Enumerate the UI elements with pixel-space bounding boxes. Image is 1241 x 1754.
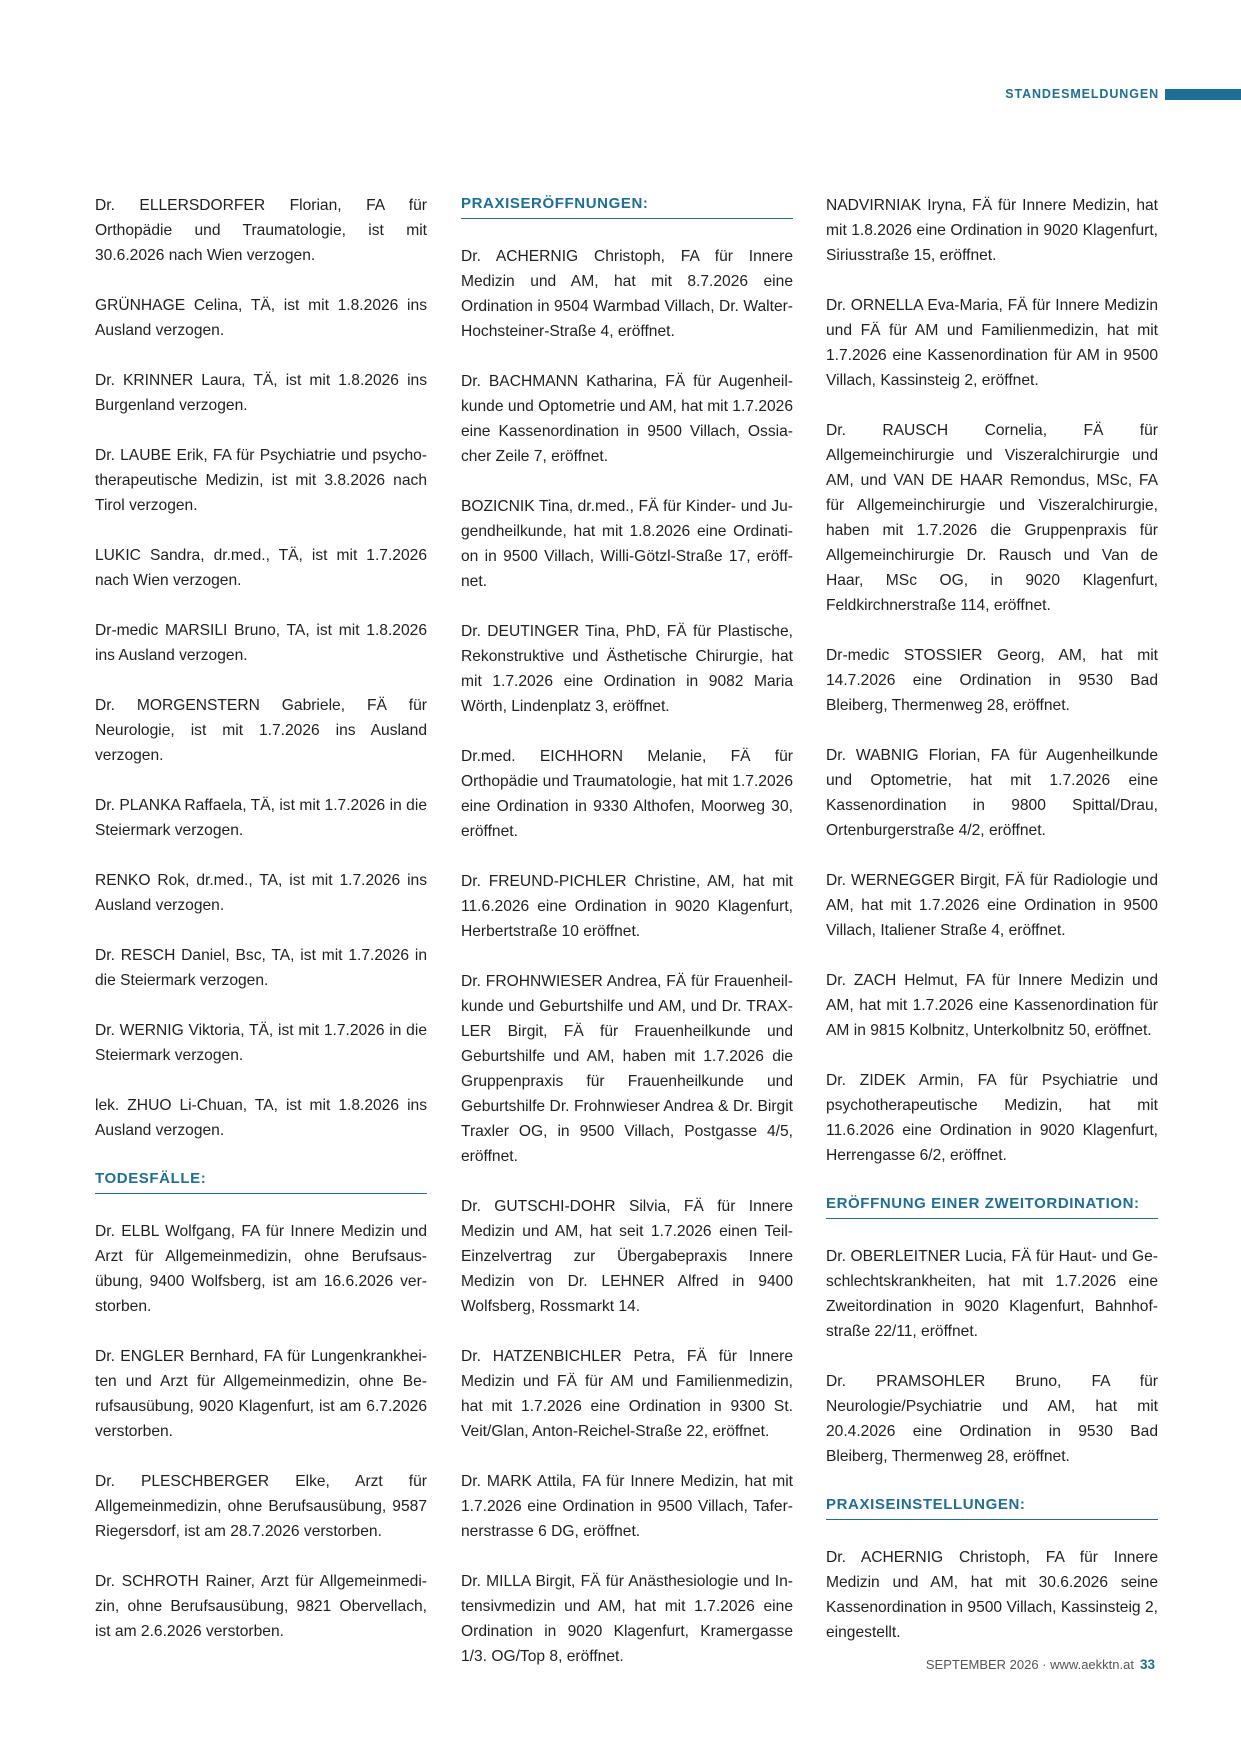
page-footer (926, 1656, 1155, 1674)
list-item: Dr. HATZENBICHLER Petra, FÄ für Innere Medizin und FÄ für AM und Familienmedizin, hat mit 1.7.2026 eine Ordination in 9300 St. Veit/Glan, Anton-Reichel-Straße 22, eröffnet. (461, 1348, 793, 1440)
list-item: RENKO Rok, dr.med., TA, ist mit 1.7.2026 ins Ausland verzogen. (95, 872, 427, 914)
list-item: BOZICNIK Tina, dr.med., FÄ für Kinder- und Jugendheilkunde, hat mit 1.8.2026 eine Ordination in 9500 Villach, Willi-Götzl-Straße 17, eröffnet. (461, 498, 793, 590)
issue-info: SEPTEMBER 2026 · www.aekktn.at (925, 1657, 1134, 1672)
list-item: GRÜNHAGE Celina, TÄ, ist mit 1.8.2026 ins Ausland verzogen. (95, 297, 427, 339)
list-item: Dr.med. EICHHORN Melanie, FÄ für Orthopädie und Traumatologie, hat mit 1.7.2026 eine Ordination in 9330 Althofen, Moorweg 30, eröffnet. (461, 748, 793, 840)
list-item: Dr. FROHNWIESER Andrea, FÄ für Frauenheilkunde und Geburtshilfe und AM, und Dr. TRAXLER Birgit, FÄ für Frauenheilkunde und Geburtshilfe und AM, haben mit 1.7.2026 die Gruppenpraxis für Frauenheilkunde und Geburtshilfe Dr. Frohnwieser Andrea & Dr. Birgit Traxler OG, in 9500 Villach, Postgasse 4/5, eröffnet. (461, 973, 793, 1165)
heading-praxiseinstellungen: PRAXISEINSTELLUNGEN: (826, 1494, 1158, 1520)
list-item: Dr-medic MARSILI Bruno, TA, ist mit 1.8.2026 ins Ausland verzogen. (95, 622, 427, 664)
list-item: Dr. DEUTINGER Tina, PhD, FÄ für Plastische, Rekonstruktive und Ästhetische Chirurgie, hat mit 1.7.2026 eine Ordination in 9082 Maria Wörth, Lindenplatz 3, eröffnet. (461, 623, 793, 715)
list-item: Dr. FREUND-PICHLER Christine, AM, hat mit 11.6.2026 eine Ordination in 9020 Klagenfurt, Herbertstraße 10 eröffnet. (461, 873, 793, 940)
list-item: Dr. ORNELLA Eva-Maria, FÄ für Innere Medizin und FÄ für AM und Familienmedizin, hat mit 1.7.2026 eine Kassenordination für AM in 9500 Villach, Kassinsteig 2, eröffnet. (826, 297, 1158, 389)
list-item: Dr. ZIDEK Armin, FA für Psychiatrie und psychotherapeutische Medizin, hat mit 11.6.2026 eine Ordination in 9020 Klagenfurt, Herrengasse 6/2, eröffnet. (826, 1072, 1158, 1164)
list-item: NADVIRNIAK Iryna, FÄ für Innere Medizin, hat mit 1.8.2026 eine Ordination in 9020 Klagenfurt, Siriusstraße 15, eröffnet. (826, 197, 1158, 264)
column-middle (461, 193, 793, 1694)
list-item: Dr. BACHMANN Katharina, FÄ für Augenheilkunde und Optometrie und AM, hat mit 1.7.2026 eine Kassenordination in 9500 Villach, Ossiacher Zeile 7, eröffnet. (461, 373, 794, 465)
list-item: Dr. RESCH Daniel, Bsc, TA, ist mit 1.7.2026 in die Steiermark verzogen. (95, 947, 427, 989)
heading-praxiseroeffnungen: PRAXISERÖFFNUNGEN: (461, 193, 793, 219)
section-header (990, 86, 1241, 102)
list-item: Dr. ELBL Wolfgang, FA für Innere Medizin und Arzt für Allgemeinmedizin, ohne Berufsausübung, 9400 Wolfsberg, ist am 16.6.2026 verstorben. (95, 1223, 427, 1315)
heading-todesfaelle: TODESFÄLLE: (95, 1168, 427, 1194)
section-accent-bar (1165, 89, 1241, 100)
list-item: lek. ZHUO Li-Chuan, TA, ist mit 1.8.2026 ins Ausland verzogen. (95, 1097, 427, 1139)
list-item: Dr. ENGLER Bernhard, FA für Lungenkrankheiten und Arzt für Allgemeinmedizin, ohne Berufsausübung, 9020 Klagenfurt, ist am 6.7.2026 verstorben. (95, 1348, 427, 1440)
list-item: Dr. OBERLEITNER Lucia, FÄ für Haut- und Geschlechtskrankheiten, hat mit 1.7.2026 eine Zweitordination in 9020 Klagenfurt, Bahnhofstraße 22/11, eröffnet. (826, 1248, 1158, 1340)
list-item: Dr. SCHROTH Rainer, Arzt für Allgemeinmedizin, ohne Berufsausübung, 9821 Obervellach, ist am 2.6.2026 verstorben. (95, 1573, 427, 1640)
list-item: Dr. ACHERNIG Christoph, FA für Innere Medizin und AM, hat mit 8.7.2026 eine Ordination in 9504 Warmbad Villach, Dr. Walter-Hochsteiner-Straße 4, eröffnet. (461, 248, 793, 340)
list-item: Dr. WERNIG Viktoria, TÄ, ist mit 1.7.2026 in die Steiermark verzogen. (95, 1022, 427, 1064)
list-item: Dr. ELLERSDORFER Florian, FA für Orthopädie und Traumatologie, ist mit 30.6.2026 nach Wien verzogen. (95, 197, 427, 264)
list-item: Dr. PLESCHBERGER Elke, Arzt für Allgemeinmedizin, ohne Berufsausübung, 9587 Riegersdorf, ist am 28.7.2026 verstorben. (95, 1473, 427, 1540)
list-item: Dr. ACHERNIG Christoph, FA für Innere Medizin und AM, hat mit 30.6.2026 seine Kassenordination in 9500 Villach, Kassinsteig 2, eingestellt. (826, 1549, 1158, 1641)
column-left (95, 193, 427, 1669)
list-item: LUKIC Sandra, dr.med., TÄ, ist mit 1.7.2026 nach Wien verzogen. (95, 547, 427, 589)
list-item: Dr. PRAMSOHLER Bruno, FA für Neurologie/Psychiatrie und AM, hat mit 20.4.2026 eine Ordination in 9530 Bad Bleiberg, Thermenweg 28, eröffnet. (826, 1373, 1158, 1465)
column-right (826, 193, 1158, 1670)
list-item: Dr. KRINNER Laura, TÄ, ist mit 1.8.2026 ins Burgenland verzogen. (95, 372, 427, 414)
list-item: Dr. RAUSCH Cornelia, FÄ für Allgemeinchirurgie und Viszeralchirurgie und AM, und VAN DE HAAR Remondus, MSc, FA für Allgemeinchirurgie und Viszeralchirurgie, haben mit 1.7.2026 die Gruppenpraxis für Allgemeinchirurgie Dr. Rausch und Van de Haar, MSc OG, in 9020 Klagenfurt, Feldkirchnerstraße 114, eröffnet. (826, 422, 1158, 614)
list-item: Dr. ZACH Helmut, FA für Innere Medizin und AM, hat mit 1.7.2026 eine Kassenordination für AM in 9815 Kolbnitz, Unterkolbnitz 50, eröffnet. (826, 972, 1158, 1039)
list-item: Dr-medic STOSSIER Georg, AM, hat mit 14.7.2026 eine Ordination in 9530 Bad Bleiberg, Thermenweg 28, eröffnet. (826, 647, 1158, 714)
list-item: Dr. WABNIG Florian, FA für Augenheilkunde und Optometrie, hat mit 1.7.2026 eine Kassenordination in 9800 Spittal/Drau, Ortenburgerstraße 4/2, eröffnet. (826, 747, 1158, 839)
list-item: Dr. LAUBE Erik, FA für Psychiatrie und psychotherapeutische Medizin, ist mit 3.8.2026 nach Tirol verzogen. (95, 447, 427, 514)
list-item: Dr. MORGENSTERN Gabriele, FÄ für Neurologie, ist mit 1.7.2026 ins Ausland verzogen. (95, 697, 427, 764)
section-title: STANDESMELDUNGEN (1005, 87, 1159, 101)
list-item: Dr. WERNEGGER Birgit, FÄ für Radiologie und AM, hat mit 1.7.2026 eine Ordination in 9500 Villach, Italiener Straße 4, eröffnet. (826, 872, 1158, 939)
heading-zweitordination: ERÖFFNUNG EINER ZWEITORDINATION: (826, 1193, 1158, 1219)
page-number: 33 (1139, 1657, 1155, 1672)
list-item: Dr. MARK Attila, FA für Innere Medizin, hat mit 1.7.2026 eine Ordination in 9500 Villach, Tafernerstrasse 6 DG, eröffnet. (461, 1473, 793, 1540)
list-item: Dr. MILLA Birgit, FÄ für Anästhesiologie und Intensivmedizin und AM, hat mit 1.7.2026 eine Ordination in 9020 Klagenfurt, Kramergasse 1/3. OG/Top 8, eröffnet. (461, 1573, 793, 1665)
list-item: Dr. PLANKA Raffaela, TÄ, ist mit 1.7.2026 in die Steiermark verzogen. (95, 797, 427, 839)
list-item: Dr. GUTSCHI-DOHR Silvia, FÄ für Innere Medizin und AM, hat seit 1.7.2026 einen Teil-Einzelvertrag zur Übergabepraxis Innere Medizin von Dr. LEHNER Alfred in 9400 Wolfsberg, Rossmarkt 14. (461, 1198, 793, 1315)
